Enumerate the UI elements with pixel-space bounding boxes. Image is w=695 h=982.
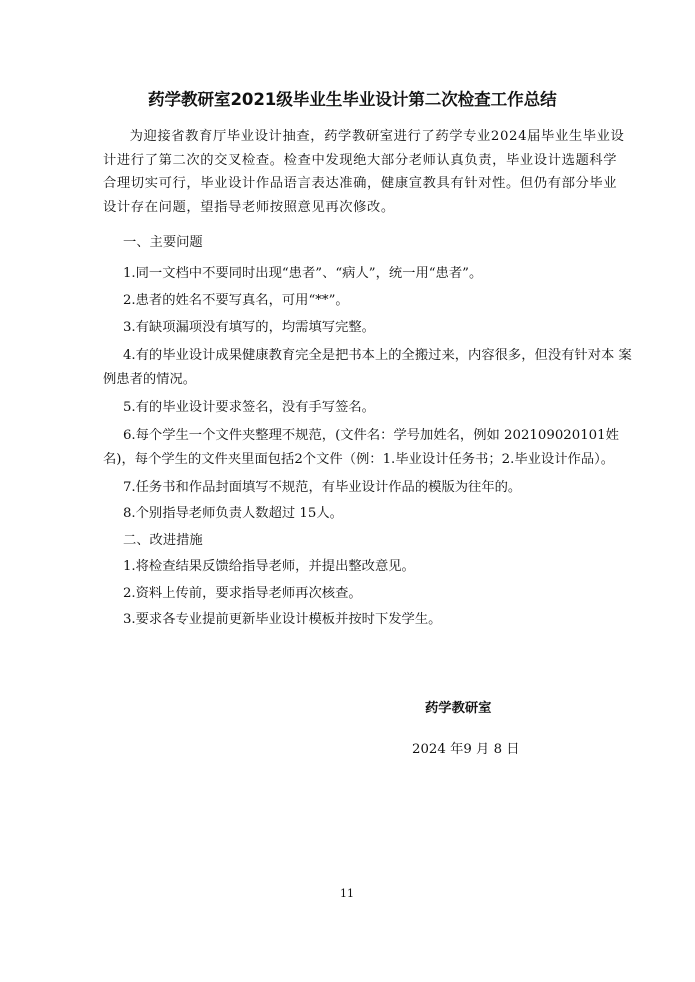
problem-item-6: 6.每个学生一个文件夹整理不规范，(文件名：学号加姓名，例如 202109020101姓名)，每个学生的文件夹里面包括2个文件（例：1.毕业设计任务书；2.毕业设计作品）。 — [103, 428, 619, 467]
document-date: 2024 年9 月 8 日 — [412, 742, 520, 757]
page-number: 11 — [340, 887, 354, 900]
measure-item-1: 1.将检查结果反馈给指导老师，并提出整改意见。 — [122, 559, 415, 574]
problem-item-7: 7.任务书和作品封面填写不规范，有毕业设计作品的模版为往年的。 — [122, 480, 522, 495]
problem-item-8: 8.个别指导老师负责人数超过 15人。 — [122, 506, 343, 521]
intro-paragraph: 为迎接省教育厅毕业设计抽查，药学教研室进行了药学专业2024届毕业生毕业设计进行了第二次的交叉检查。检查中发现绝大部分老师认真负责，毕业设计选题科学合理切实可行，毕业设计作品语言表达准确，健康宣教具有针对性。但仍有部分毕业设计存在问题，望指导老师按照意见再次修改。 — [103, 129, 625, 215]
problem-item-4: 4.有的毕业设计成果健康教育完全是把书本上的全搬过来，内容很多，但没有针对本 案例患者的情况。 — [103, 348, 632, 387]
problem-item-1: 1.同一文档中不要同时出现“患者”、“病人”，统一用“患者”。 — [122, 266, 483, 281]
measure-item-3: 3.要求各专业提前更新毕业设计模板并按时下发学生。 — [122, 612, 442, 627]
problem-item-3: 3.有缺项漏项没有填写的，均需填写完整。 — [122, 320, 375, 335]
signature: 药学教研室 — [425, 701, 492, 716]
document-title: 药学教研室2021级毕业生毕业设计第二次检查工作总结 — [148, 90, 557, 109]
section-heading-problems: 一、主要问题 — [122, 235, 203, 250]
problem-item-2: 2.患者的姓名不要写真名，可用“**”。 — [122, 293, 349, 308]
measure-item-2: 2.资料上传前，要求指导老师再次核查。 — [122, 586, 362, 601]
problem-item-5: 5.有的毕业设计要求签名，没有手写签名。 — [122, 400, 375, 415]
section-heading-measures: 二、改进措施 — [122, 533, 203, 548]
